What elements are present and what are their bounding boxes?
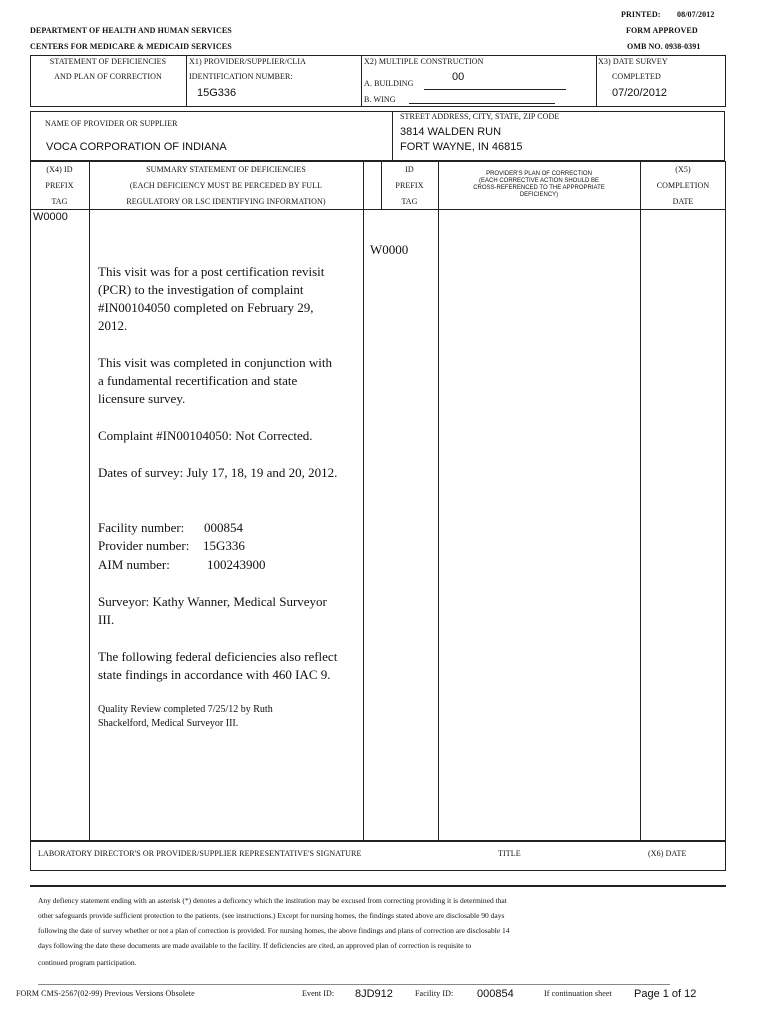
x1-label-2: IDENTIFICATION NUMBER:: [189, 72, 293, 81]
paragraph-federal: The following federal deficiencies also reflect state findings in accordance with 460 IAC 9.: [98, 649, 338, 682]
department-title: DEPARTMENT OF HEALTH AND HUMAN SERVICES: [30, 26, 232, 35]
x3-label-1: X3) DATE SURVEY: [598, 57, 668, 66]
id-header-1: ID: [405, 165, 414, 174]
address-label: STREET ADDRESS, CITY, STATE, ZIP CODE: [400, 112, 560, 121]
id-header-3: TAG: [401, 197, 418, 206]
wing-label: B. WING: [364, 95, 396, 104]
plan-header-2: (EACH CORRECTIVE ACTION SHOULD BE: [478, 178, 600, 184]
x1-label-1: X1) PROVIDER/SUPPLIER/CLIA: [189, 57, 307, 66]
paragraph-dates: Dates of survey: July 17, 18, 19 and 20, 2012.: [98, 465, 338, 480]
plan-header-1: PROVIDER'S PLAN OF CORRECTION: [486, 171, 592, 177]
provider-number-label: Provider number:: [98, 538, 190, 553]
centers-title: CENTERS FOR MEDICARE & MEDICAID SERVICES: [30, 42, 232, 51]
footnote-line-2: other safeguards provide sufficient protection to the patients. (see instructions.) Except for nursing homes, the findings stated above are disclosable 90 days: [38, 911, 505, 920]
x5-header-1: (X5): [675, 165, 691, 174]
signature-label[interactable]: LABORATORY DIRECTOR'S OR PROVIDER/SUPPLIER REPRESENTATIVE'S SIGNATURE: [38, 849, 362, 858]
paragraph-surveyor: Surveyor: Kathy Wanner, Medical Surveyor III.: [98, 594, 327, 627]
facility-id-value: 000854: [477, 988, 514, 1000]
footnote-line-1: Any defiency statement ending with an asterisk (*) denotes a deficency which the institution may be excused from correcting providing it is determined that: [38, 896, 507, 905]
page-number: Page 1 of 12: [634, 988, 697, 1000]
paragraph-conjunction: This visit was completed in conjunction with a fundamental recertification and state licensure survey.: [98, 355, 332, 406]
title-label[interactable]: TITLE: [498, 849, 521, 858]
signature-date-label[interactable]: (X6) DATE: [648, 849, 687, 858]
x4-header-3: TAG: [51, 197, 68, 206]
x3-label-2: COMPLETED: [612, 72, 661, 81]
left-tag: W0000: [33, 211, 68, 223]
survey-date-value: 07/20/2012: [612, 87, 668, 99]
x5-header-2: COMPLETION: [656, 181, 710, 190]
address-line-2: FORT WAYNE, IN 46815: [400, 141, 523, 153]
event-id-value: 8JD912: [355, 988, 393, 1000]
summary-header-3: REGULATORY OR LSC IDENTIFYING INFORMATION): [126, 197, 326, 206]
building-value: 00: [452, 71, 465, 83]
right-tag: W0000: [370, 242, 409, 257]
x4-header-1: (X4) ID: [46, 165, 73, 174]
form-approved: FORM APPROVED: [626, 26, 698, 35]
printed-date: 08/07/2012: [677, 10, 715, 19]
id-header-2: PREFIX: [395, 181, 424, 190]
continuation-label: If continuation sheet: [544, 989, 612, 998]
facility-number-value: 000854: [204, 520, 243, 535]
aim-number-value: 100243900: [207, 557, 266, 572]
provider-name-value: VOCA CORPORATION OF INDIANA: [46, 141, 227, 153]
provider-id-value: 15G336: [197, 87, 237, 99]
printed-label: PRINTED:: [621, 10, 661, 19]
statement-label-1: STATEMENT OF DEFICIENCIES: [49, 57, 167, 66]
x5-header-3: DATE: [672, 197, 694, 206]
statement-label-2: AND PLAN OF CORRECTION: [54, 72, 162, 81]
footnote-line-5: continued program participation.: [38, 958, 137, 967]
x2-label: X2) MULTIPLE CONSTRUCTION: [364, 57, 484, 66]
footnote-line-3: following the date of survey whether or not a plan of correction is provided. For nursing homes, the above findings and plans of correction are disclosable 14: [38, 926, 510, 935]
footnote-line-4: days following the date these documents are made available to the facility. If deficiencies are cited, an approved plan of correction is requisite to: [38, 941, 472, 950]
paragraph-quality-review: Quality Review completed 7/25/12 by Ruth Shackelford, Medical Surveyor III.: [98, 704, 273, 729]
facility-number-label: Facility number:: [98, 520, 185, 535]
facility-id-label: Facility ID:: [415, 989, 454, 998]
form-number: FORM CMS-2567(02-99) Previous Versions Obsolete: [16, 989, 195, 998]
x4-header-2: PREFIX: [45, 181, 74, 190]
building-label: A. BUILDING: [364, 79, 414, 88]
paragraph-pcr: This visit was for a post certification revisit (PCR) to the investigation of complaint #IN00104050 completed on February 29, 2012.: [98, 264, 325, 333]
event-id-label: Event ID:: [302, 989, 335, 998]
provider-name-label: NAME OF PROVIDER OR SUPPLIER: [45, 119, 178, 128]
plan-header-3: CROSS-REFERENCED TO THE APPROPRIATE: [473, 185, 605, 191]
provider-number-value: 15G336: [203, 538, 245, 553]
plan-header-4: DEFICIENCY): [519, 192, 559, 198]
summary-header-1: SUMMARY STATEMENT OF DEFICIENCIES: [146, 165, 306, 174]
omb-number: OMB NO. 0938-0391: [627, 42, 701, 51]
aim-number-label: AIM number:: [98, 557, 170, 572]
paragraph-complaint: Complaint #IN00104050: Not Corrected.: [98, 428, 313, 443]
address-line-1: 3814 WALDEN RUN: [400, 126, 502, 138]
summary-header-2: (EACH DEFICIENCY MUST BE PERCEDED BY FULL: [129, 181, 323, 190]
